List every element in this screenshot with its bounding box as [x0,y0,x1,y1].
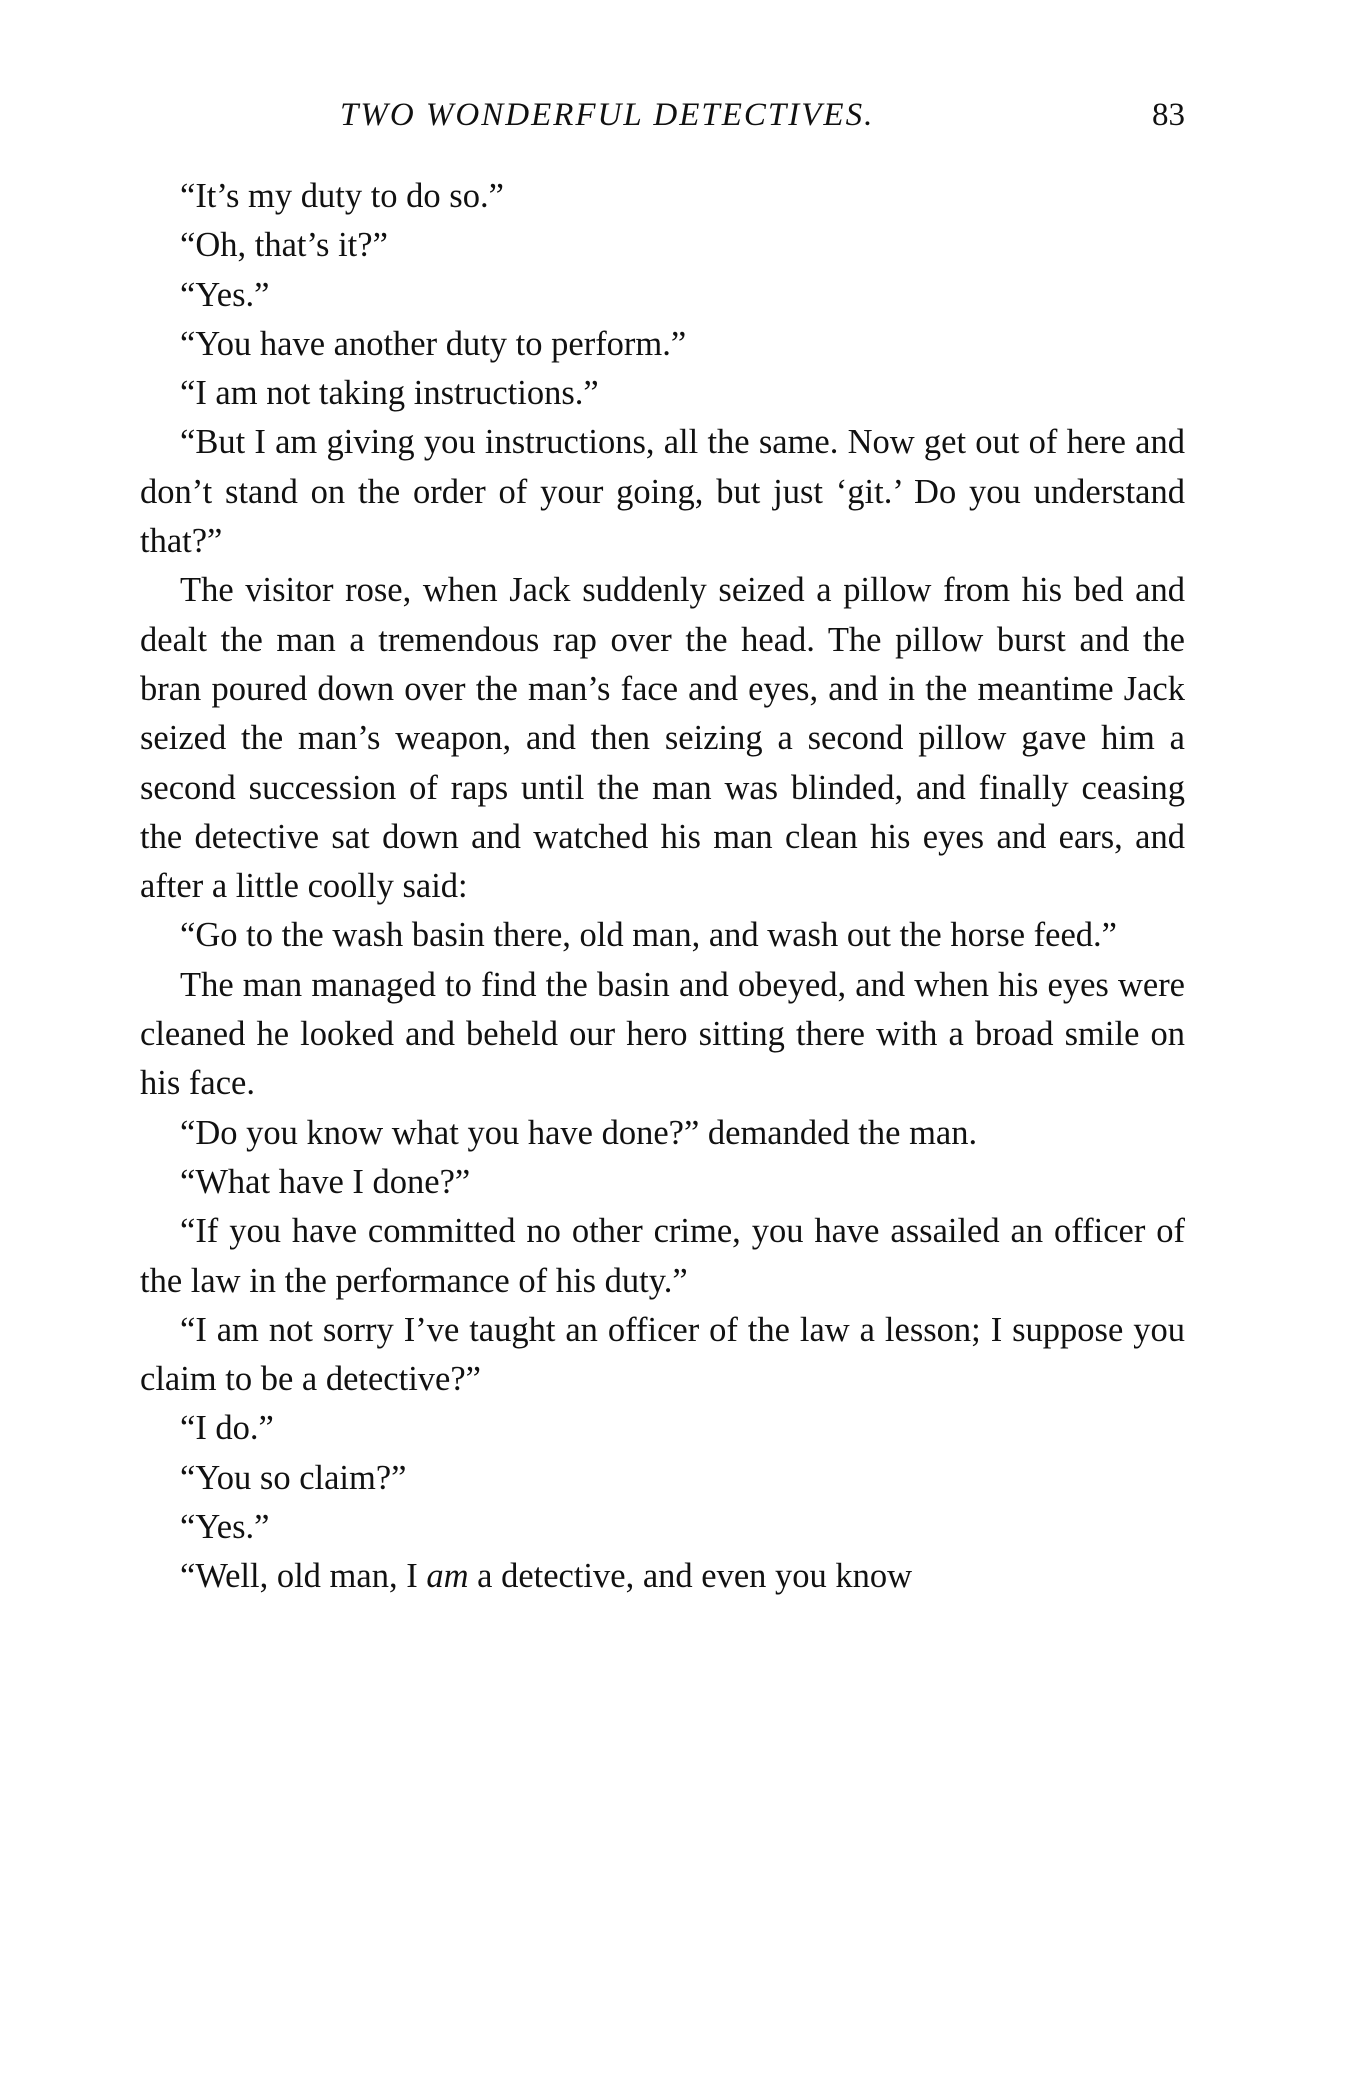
paragraph: “It’s my duty to do so.” [180,177,504,215]
paragraph: “Yes.” [180,275,270,314]
paragraph: “Oh, that’s it?” [180,226,388,265]
paragraph: “But I am giving you instructions, all the same. Now get out of here and don’t stand on the order of your going, but just ‘git.’ Do you understand that?” [140,423,1185,561]
final-paragraph [140,1552,1185,1601]
paragraph: The visitor rose, when Jack suddenly seized a pillow from his bed and dealt the man a tremendous rap over the head. The pillow burst and the bran poured down over the man’s face and eyes, and in the meantime Jack seized the man’s weapon, and then seizing a second pillow gave him a second succession of raps until the man was blinded, and finally ceasing the detective sat down and watched his man clean his eyes and ears, and after a little coolly said: [140,571,1185,906]
paragraph: “I am not sorry I’ve taught an officer of the law a lesson; I suppose you claim to be a detective?” [140,1310,1185,1399]
paragraph: “You have another duty to perform.” [180,324,687,363]
final-text-start: “Well, old man, I [180,1557,427,1596]
page-number: 83 [1152,97,1185,133]
paragraph: “Go to the wash basin there, old man, and wash out the horse feed.” [180,916,1117,955]
paragraph: “I am not taking instructions.” [180,374,599,413]
paragraph: “What have I done?” [180,1162,471,1201]
paragraph: “I do.” [180,1409,274,1448]
page-header [140,97,1185,141]
paragraph: “Do you know what you have done?” demanded the man. [180,1113,978,1152]
paragraph: The man managed to find the basin and obeyed, and when his eyes were cleaned he looked and beheld our hero sitting there with a broad smile on his face. [140,965,1185,1103]
body-text [140,172,1185,1602]
emphasized-word: am [426,1557,469,1596]
final-text-end: a detective, and even you know [468,1557,913,1596]
running-title: TWO WONDERFUL DETECTIVES. [340,97,875,133]
paragraph: “If you have committed no other crime, you have assailed an officer of the law in the performance of his duty.” [140,1212,1185,1300]
paragraph: “Yes.” [180,1508,270,1547]
paragraph: “You so claim?” [180,1458,407,1497]
